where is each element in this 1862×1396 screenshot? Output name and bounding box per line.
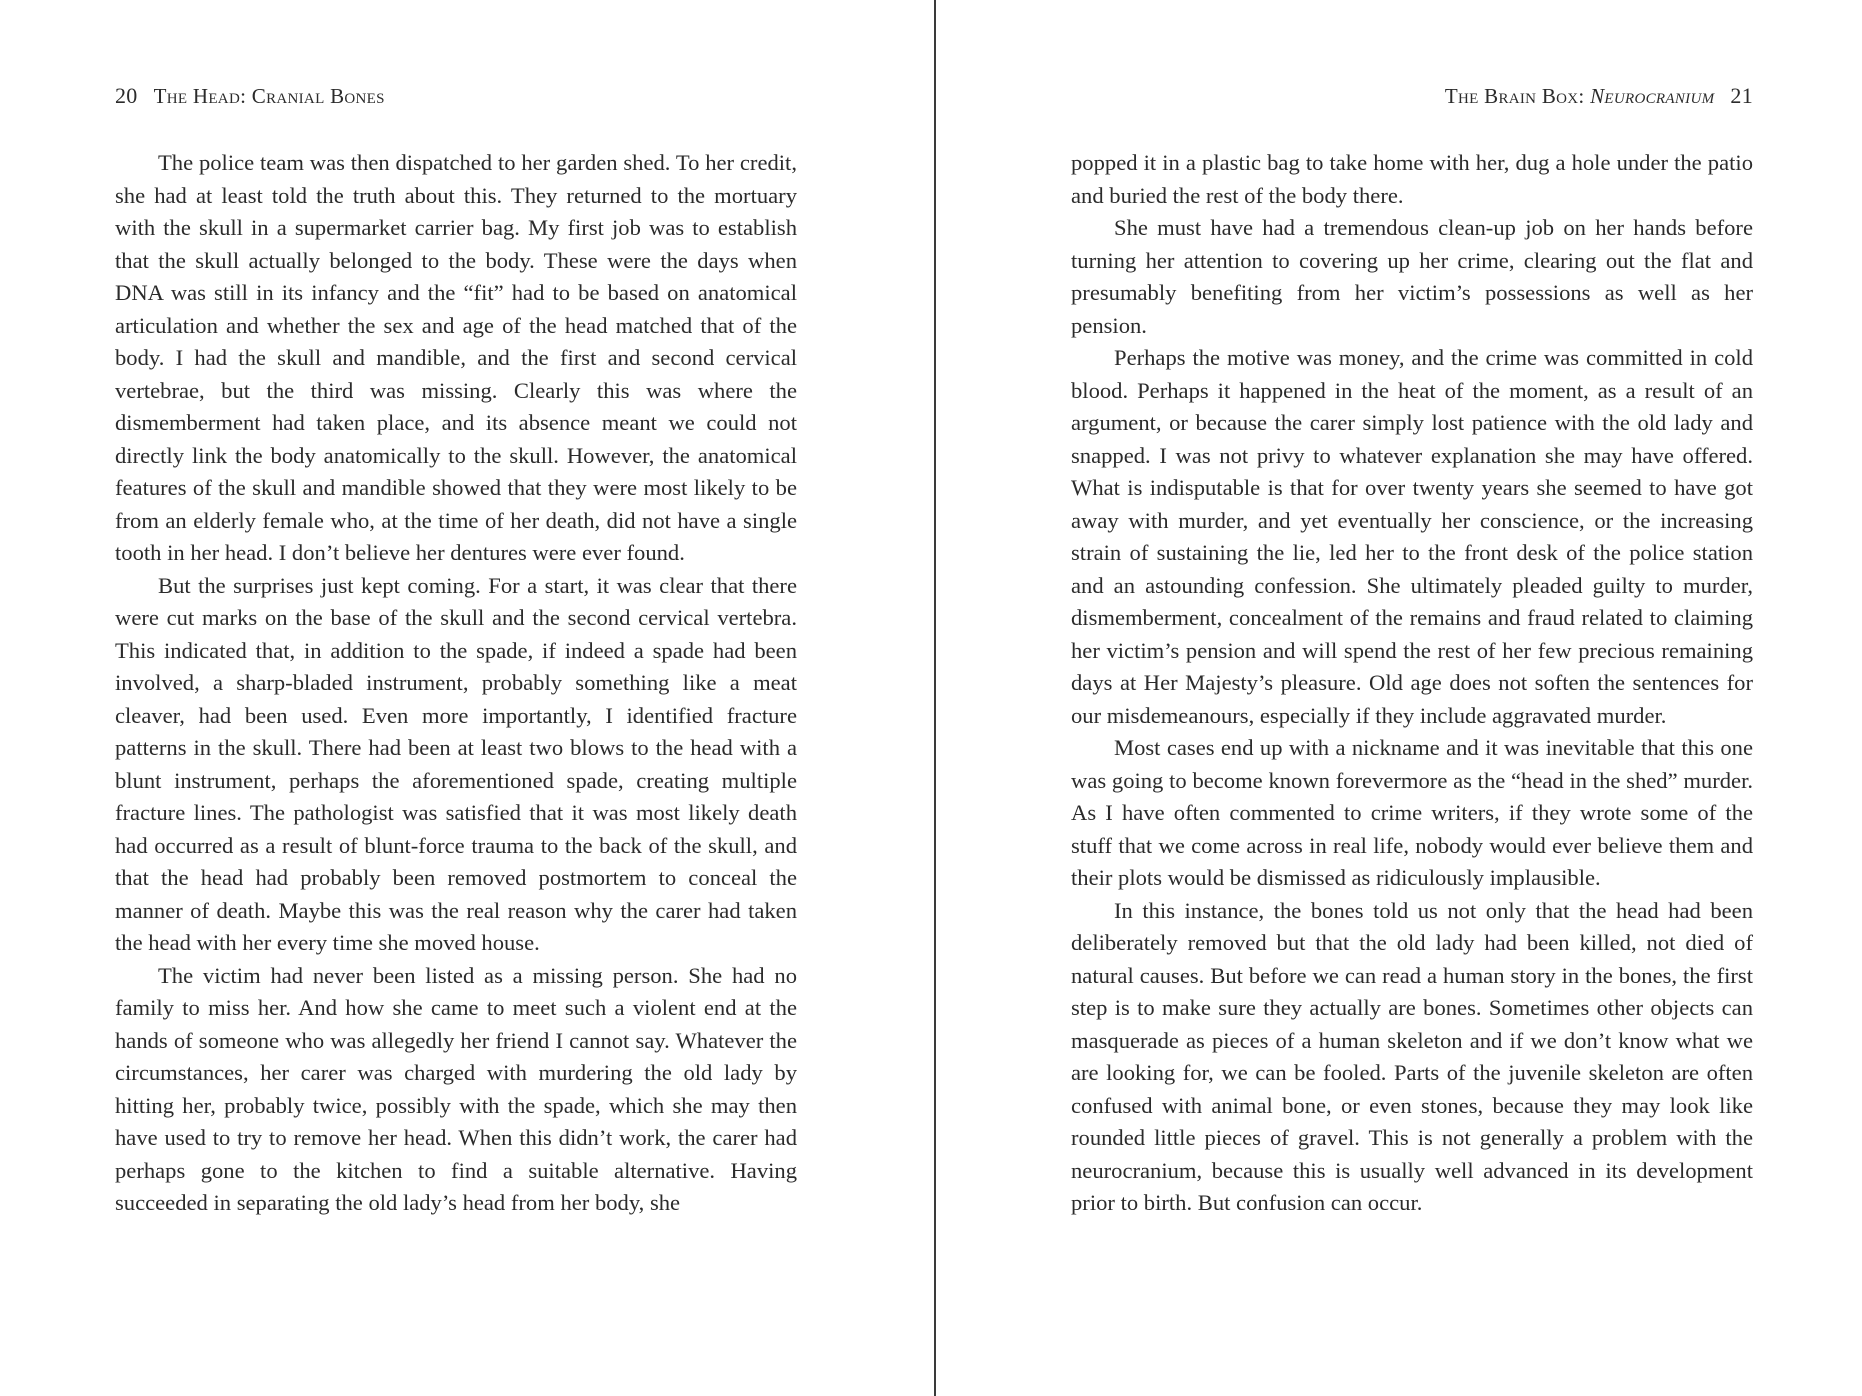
right-page-number: 21 [1730,83,1753,108]
right-running-head-title: The Brain Box: [1444,84,1591,108]
right-page [1071,0,1753,1396]
left-running-head-title: The Head: Cranial Bones [153,84,385,108]
paragraph: popped it in a plastic bag to take home with her, dug a hole under the patio and buried the rest of the body there. [1071,150,1753,208]
left-page [115,0,797,1396]
left-running-head [115,81,797,111]
paragraph: But the surprises just kept coming. For a start, it was clear that there were cut marks on the base of the skull and the second cervical vertebra. This indicated that, in addition to the spade, if indeed a spade had been involved, a sharp-bladed instrument, probably something like a meat cleaver, had been used. Even more importantly, I identified fracture patterns in the skull. There had been at least two blows to the head with a blunt instrument, perhaps the aforementioned spade, creating multiple fracture lines. The pathologist was satisfied that it was most likely death had occurred as a result of blunt-force trauma to the back of the skull, and that the head had probably been removed postmortem to conceal the manner of death. Maybe this was the real reason why the carer had taken the head with her every time she moved house. [115,572,797,955]
right-running-head-italic: Neurocranium [1590,84,1715,108]
right-running-head [1071,81,1753,111]
left-page-number: 20 [115,83,138,108]
paragraph: In this instance, the bones told us not only that the head had been deliberately removed but that the old lady had been killed, not died of natural causes. But before we can read a human story in the bones, the first step is to make sure they actually are bones. Sometimes other objects can masquerade as pieces of a human skeleton and if we don’t know what we are looking for, we can be fooled. Parts of the juvenile skeleton are often confused with animal bone, or even stones, because they may look like rounded little pieces of gravel. This is not generally a problem with the neurocranium, because this is usually well advanced in its development prior to birth. But confusion can occur. [1071,897,1753,1215]
right-body-text [1071,147,1753,1220]
paragraph: The victim had never been listed as a missing person. She had no family to miss her. And how she came to meet such a violent end at the hands of someone who was allegedly her friend I cannot say. Whatever the circumstances, her carer was charged with murdering the old lady by hitting her, probably twice, possibly with the spade, which she may then have used to try to remove her head. When this didn’t work, the carer had perhaps gone to the kitchen to find a suitable alternative. Having succeeded in separating the old lady’s head from her body, she [115,962,797,1215]
paragraph: Perhaps the motive was money, and the crime was committed in cold blood. Perhaps it happened in the heat of the moment, as a result of an argument, or because the carer simply lost patience with the old lady and snapped. I was not privy to whatever explanation she may have offered. What is indisputable is that for over twenty years she seemed to have got away with murder, and yet eventually her conscience, or the increasing strain of sustaining the lie, led her to the front desk of the police station and an astounding confession. She ultimately pleaded guilty to murder, dismemberment, concealment of the remains and fraud related to claiming her victim’s pension and will spend the rest of her few precious remaining days at Her Majesty’s pleasure. Old age does not soften the sentences for our misdemeanours, especially if they include aggravated murder. [1071,345,1753,728]
left-body-text [115,147,797,1220]
paragraph: Most cases end up with a nickname and it was inevitable that this one was going to become known forevermore as the “head in the shed” murder. As I have often commented to crime writers, if they wrote some of the stuff that we come across in real life, nobody would ever believe them and their plots would be dismissed as ridiculously implausible. [1071,735,1753,890]
paragraph: She must have had a tremendous clean-up job on her hands before turning her attention to covering up her crime, clearing out the flat and presumably benefiting from her victim’s possessions as well as her pension. [1071,215,1753,338]
page-gutter-divider [934,0,936,1396]
paragraph: The police team was then dispatched to her garden shed. To her credit, she had at least told the truth about this. They returned to the mortuary with the skull in a supermarket carrier bag. My first job was to establish that the skull actually belonged to the body. These were the days when DNA was still in its infancy and the “fit” had to be based on anatomical articulation and whether the sex and age of the head matched that of the body. I had the skull and mandible, and the first and second cervical vertebrae, but the third was missing. Clearly this was where the dismemberment had taken place, and its absence meant we could not directly link the body anatomically to the skull. However, the anatomical features of the skull and mandible showed that they were most likely to be from an elderly female who, at the time of her death, did not have a single tooth in her head. I don’t believe her dentures were ever found. [115,150,797,565]
